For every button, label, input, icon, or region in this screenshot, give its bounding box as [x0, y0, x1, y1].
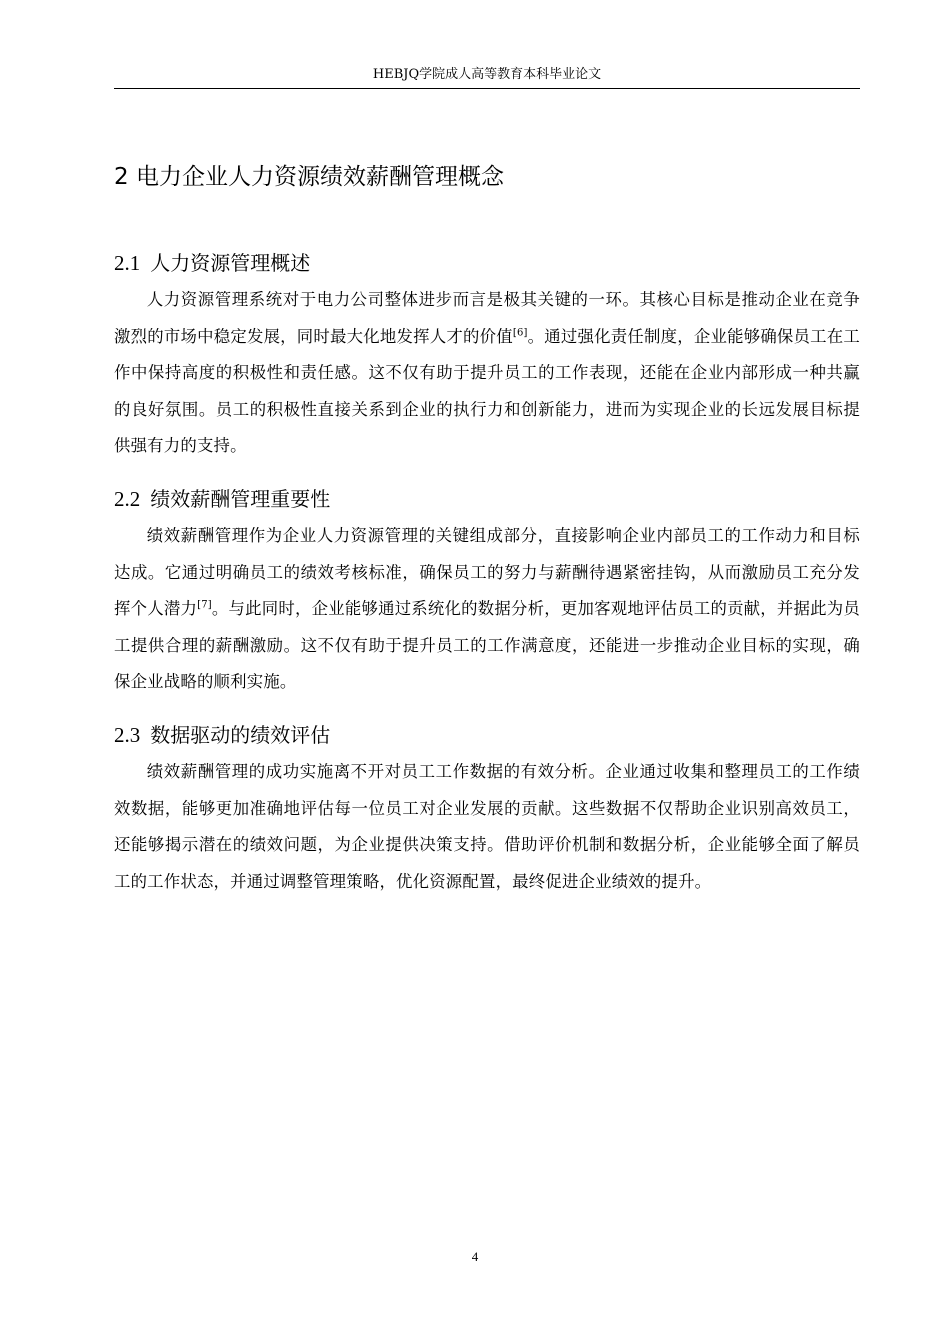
body-paragraph: [114, 518, 860, 701]
section-title-text: 数据驱动的绩效评估: [150, 723, 331, 747]
section-2-1: [114, 248, 860, 465]
body-paragraph: 绩效薪酬管理的成功实施离不开对员工工作数据的有效分析。企业通过收集和整理员工的工作绩效数据，能够更加准确地评估每一位员工对企业发展的贡献。这些数据不仅帮助企业识别高效员工，还能够揭示潜在的绩效问题，为企业提供决策支持。借助评价机制和数据分析，企业能够全面了解员工的工作状态，并通过调整管理策略，优化资源配置，最终促进企业绩效的提升。: [114, 762, 860, 891]
section-title-text: 人力资源管理概述: [150, 251, 311, 275]
citation-marker: [6]: [512, 327, 528, 339]
section-2-3: [114, 720, 860, 900]
page-number: 4: [471, 1249, 479, 1264]
paragraph-text: 。通过强化责任制度，企业能够确保员工在工作中保持高度的积极性和责任感。这不仅有助于提升员工的工作表现，还能在企业内部形成一种共赢的良好氛围。员工的积极性直接关系到企业的执行力和创新能力，进而为实现企业的长远发展目标提供强有力的支持。: [114, 326, 860, 455]
section-2-2: [114, 484, 860, 701]
section-heading: [114, 484, 860, 514]
section-heading: [114, 248, 860, 278]
section-heading: [114, 720, 860, 750]
section-number: 2.2: [114, 487, 141, 511]
paragraph-text: 绩效薪酬管理作为企业人力资源管理的关键组成部分，直接影响企业内部员工的工作动力和目标达成。它通过明确员工的绩效考核标准，确保员工的努力与薪酬待遇紧密挂钩，从而激励员工充分发挥个人潜力: [114, 526, 860, 618]
running-header: HEBJQ学院成人高等教育本科毕业论文: [114, 66, 860, 89]
paragraph-text: 人力资源管理系统对于电力公司整体进步而言是极其关键的一环。其核心目标是推动企业在竞争激烈的市场中稳定发展，同时最大化地发挥人才的价值: [114, 290, 860, 346]
section-title-text: 绩效薪酬管理重要性: [150, 487, 331, 511]
chapter-title: 2 电力企业人力资源绩效薪酬管理概念: [114, 164, 504, 190]
section-number: 2.1: [114, 251, 141, 275]
section-number: 2.3: [114, 723, 141, 747]
body-paragraph: [114, 282, 860, 465]
citation-marker: [7]: [197, 599, 212, 611]
paragraph-text: 。与此同时，企业能够通过系统化的数据分析，更加客观地评估员工的贡献，并据此为员工提供合理的薪酬激励。这不仅有助于提升员工的工作满意度，还能进一步推动企业目标的实现，确保企业战略的顺利实施。: [114, 599, 860, 691]
